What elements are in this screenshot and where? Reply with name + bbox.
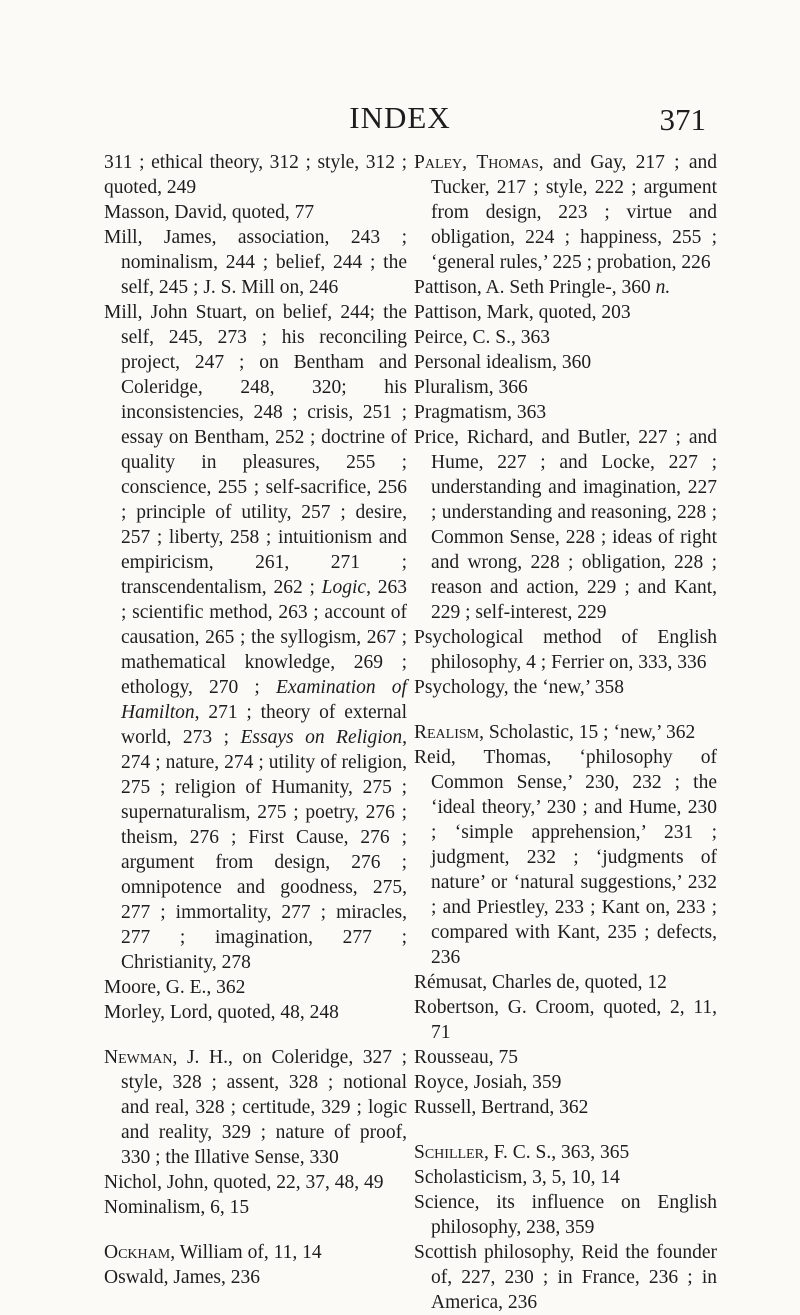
index-entry: Pattison, A. Seth Pringle-, 360 n. xyxy=(414,277,671,298)
index-entry: Psychology, the ‘new,’ 358 xyxy=(414,677,624,698)
index-entry: Mill, James, association, 243 ; nominalism, 244 ; belief, 244 ; the self, 245 ; J. S. Mill on, 246 xyxy=(104,227,407,298)
index-entry: Morley, Lord, quoted, 48, 248 xyxy=(104,1002,339,1023)
index-entry: Robertson, G. Croom, quoted, 2, 11, 71 xyxy=(414,997,717,1043)
index-entry: Pattison, Mark, quoted, 203 xyxy=(414,302,631,323)
index-entry: Personal idealism, 360 xyxy=(414,352,592,373)
index-entry: Peirce, C. S., 363 xyxy=(414,327,550,348)
page-number: 371 xyxy=(659,102,706,137)
index-entry: Nominalism, 6, 15 xyxy=(104,1197,250,1218)
page-header xyxy=(0,100,800,140)
index-entry: Price, Richard, and Butler, 227 ; and Hume, 227 ; and Locke, 227 ; understanding and imagination, 227 ; understanding and reasoning, 228 ; Common Sense, 228 ; ideas of right and wrong, 228 ; obligation, 228 ; reason and action, 229 ; and Kant, 229 ; self-interest, 229 xyxy=(414,427,717,623)
index-entry: Pluralism, 366 xyxy=(414,377,528,398)
index-entry: Moore, G. E., 362 xyxy=(104,977,246,998)
index-entry: Mill, John Stuart, on belief, 244; the self, 245, 273 ; his reconciling project, 247 ; on Bentham and Coleridge, 248, 320; his inconsistencies, 248 ; crisis, 251 ; essay on Bentham, 252 ; doctrine of quality in pleasures, 255 ; conscience, 255 ; self-sacrifice, 256 ; principle of utility, 257 ; desire, 257 ; liberty, 258 ; intuitionism and empiricism, 261, 271 ; transcendentalism, 262 ; Logic, 263 ; scientific method, 263 ; account of causation, 265 ; the syllogism, 267 ; mathematical knowledge, 269 ; ethology, 270 ; Examination of Hamilton, 271 ; theory of external world, 273 ; Essays on Religion, 274 ; nature, 274 ; utility of religion, 275 ; religion of Humanity, 275 ; supernaturalism, 275 ; poetry, 276 ; theism, 276 ; First Cause, 276 ; argument from design, 276 ; omnipotence and goodness, 275, 277 ; immortality, 277 ; miracles, 277 ; imagination, 277 ; Christianity, 278 xyxy=(104,302,407,973)
index-entry: Schiller, F. C. S., 363, 365 xyxy=(414,1142,630,1163)
index-entry: Reid, Thomas, ‘philosophy of Common Sense,’ 230, 232 ; the ‘ideal theory,’ 230 ; and Hume, 230 ; ‘simple apprehension,’ 231 ; judgment, 232 ; ‘judgments of nature’ or ‘natural suggestions,’ 232 ; and Priestley, 233 ; Kant on, 233 ; compared with Kant, 235 ; defects, 236 xyxy=(414,747,717,968)
index-entry: Science, its influence on English philosophy, 238, 359 xyxy=(414,1192,717,1238)
index-entry: 311 ; ethical theory, 312 ; style, 312 ; quoted, 249 xyxy=(104,152,407,198)
index-entry: Scholasticism, 3, 5, 10, 14 xyxy=(414,1167,620,1188)
page-title: INDEX xyxy=(349,100,451,135)
index-entry: Scottish philosophy, Reid the founder of, 227, 230 ; in France, 236 ; in America, 236 xyxy=(414,1242,717,1313)
index-entry: Realism, Scholastic, 15 ; ‘new,’ 362 xyxy=(414,722,696,743)
index-entry: Newman, J. H., on Coleridge, 327 ; style, 328 ; assent, 328 ; notional and real, 328 ; certitude, 329 ; logic and reality, 329 ; nature of proof, 330 ; the Illative Sense, 330 xyxy=(104,1047,407,1168)
index-column-left xyxy=(104,150,407,1290)
index-entry: Rémusat, Charles de, quoted, 12 xyxy=(414,972,667,993)
index-entry: Psychological method of English philosophy, 4 ; Ferrier on, 333, 336 xyxy=(414,627,717,673)
index-entry: Royce, Josiah, 359 xyxy=(414,1072,562,1093)
index-entry: Paley, Thomas, and Gay, 217 ; and Tucker, 217 ; style, 222 ; argument from design, 223 ; virtue and obligation, 224 ; happiness, 255 ; ‘general rules,’ 225 ; probation, 226 xyxy=(414,152,718,273)
index-entry: Pragmatism, 363 xyxy=(414,402,547,423)
index-entry: Russell, Bertrand, 362 xyxy=(414,1097,589,1118)
index-entry: Nichol, John, quoted, 22, 37, 48, 49 xyxy=(104,1172,384,1193)
index-entry: Masson, David, quoted, 77 xyxy=(104,202,315,223)
index-entry: Rousseau, 75 xyxy=(414,1047,518,1068)
index-column-right xyxy=(414,150,717,1315)
index-entry: Ockham, William of, 11, 14 xyxy=(104,1242,322,1263)
index-entry: Oswald, James, 236 xyxy=(104,1267,260,1288)
